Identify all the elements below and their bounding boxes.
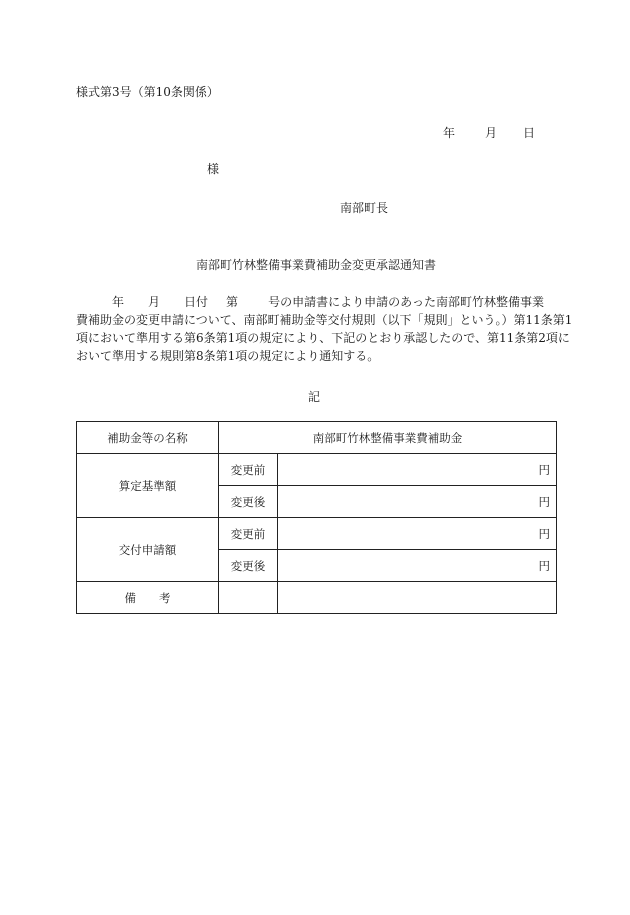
body-line-1 xyxy=(76,293,558,311)
standard-after-label: 変更後 xyxy=(219,486,278,518)
standard-before-yen[interactable]: 円 xyxy=(278,454,557,486)
standard-amount-label: 算定基準額 xyxy=(77,454,219,518)
notice-body xyxy=(76,293,573,365)
body-month: 月 xyxy=(148,295,161,309)
table-row xyxy=(77,422,557,454)
subsidy-name-value: 南部町竹林整備事業費補助金 xyxy=(219,422,557,454)
body-go-text: 号の申請書により申請のあった南部町竹林整備事業 xyxy=(268,295,544,309)
sender-name: 南部町長 xyxy=(340,201,389,215)
date-month: 月 xyxy=(485,126,498,140)
addressee-suffix: 様 xyxy=(207,162,220,176)
remarks-value[interactable] xyxy=(278,582,557,614)
body-line-2: 費補助金の変更申請について、南部町補助金等交付規則（以下「規則」という。）第11条第1 xyxy=(76,313,573,327)
remarks-label: 備 考 xyxy=(77,582,219,614)
application-after-label: 変更後 xyxy=(219,550,278,582)
table-row xyxy=(77,518,557,550)
application-after-yen[interactable]: 円 xyxy=(278,550,557,582)
application-amount-label: 交付申請額 xyxy=(77,518,219,582)
standard-after-yen[interactable]: 円 xyxy=(278,486,557,518)
table-row xyxy=(77,582,557,614)
form-number-label: 様式第3号（第10条関係） xyxy=(76,85,219,99)
body-line-3: 項において準用する第6条第1項の規定により、下記のとおり承認したので、第11条第2項に xyxy=(76,331,570,345)
body-day: 日付 xyxy=(184,295,209,309)
subsidy-name-label: 補助金等の名称 xyxy=(77,422,219,454)
date-line xyxy=(443,124,535,141)
body-year: 年 xyxy=(112,295,125,309)
date-day: 日 xyxy=(523,126,536,140)
document-title: 南部町竹林整備事業費補助金変更承認通知書 xyxy=(196,258,437,272)
remarks-empty-cell[interactable] xyxy=(219,582,278,614)
application-before-yen[interactable]: 円 xyxy=(278,518,557,550)
body-dai: 第 xyxy=(226,295,239,309)
standard-before-label: 変更前 xyxy=(219,454,278,486)
table-row xyxy=(77,454,557,486)
ki-heading: 記 xyxy=(308,390,321,404)
date-year: 年 xyxy=(443,126,456,140)
application-before-label: 変更前 xyxy=(219,518,278,550)
body-line-4: おいて準用する規則第8条第1項の規定により通知する。 xyxy=(76,349,380,363)
details-table xyxy=(76,421,557,614)
